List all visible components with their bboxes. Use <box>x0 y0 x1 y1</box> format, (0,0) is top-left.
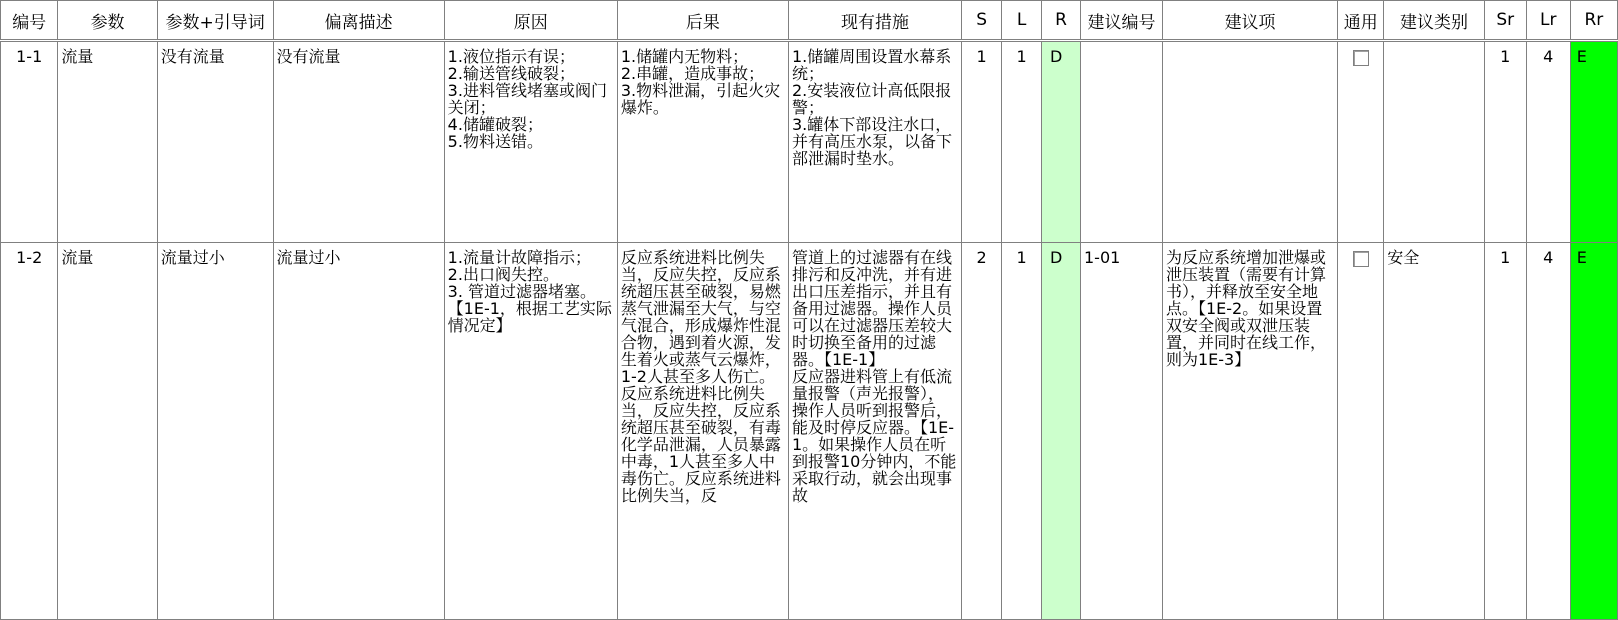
cell-lr[interactable]: 4 <box>1526 243 1570 620</box>
cell-lr[interactable]: 4 <box>1526 41 1570 243</box>
cell-rec-no[interactable] <box>1080 41 1162 243</box>
col-header-rr[interactable]: Rr <box>1570 1 1617 41</box>
cell-rr[interactable]: E <box>1570 243 1617 620</box>
cell-cause[interactable]: 1.液位指示有误； 2.输送管线破裂； 3.进料管线堵塞或阀门关闭； 4.储罐破裂； 5.物料送错。 <box>444 41 617 243</box>
col-header-l[interactable]: L <box>1002 1 1042 41</box>
cell-param-guide[interactable]: 流量过小 <box>157 243 273 620</box>
general-checkbox[interactable] <box>1353 251 1369 267</box>
col-header-cause[interactable]: 原因 <box>444 1 617 41</box>
cell-general <box>1338 243 1384 620</box>
col-header-rec-no[interactable]: 建议编号 <box>1080 1 1162 41</box>
cell-general <box>1338 41 1384 243</box>
cell-rec[interactable]: 为反应系统增加泄爆或泄压装置（需要有计算书），并释放至安全地点。【1E-2。如果设置双安全阀或双泄压装置，并同时在线工作，则为1E-3】 <box>1162 243 1337 620</box>
col-header-rec-type[interactable]: 建议类别 <box>1384 1 1484 41</box>
cell-rec-type[interactable]: 安全 <box>1384 243 1484 620</box>
cell-id[interactable]: 1-1 <box>1 41 58 243</box>
cell-measures[interactable]: 1.储罐周围设置水幕系统； 2.安装液位计高低限报警； 3.罐体下部设注水口，并有高压水泵，以备下部泄漏时垫水。 <box>788 41 961 243</box>
cell-deviation[interactable]: 没有流量 <box>273 41 444 243</box>
col-header-rec[interactable]: 建议项 <box>1162 1 1337 41</box>
cell-deviation[interactable]: 流量过小 <box>273 243 444 620</box>
cell-rec-no[interactable]: 1-01 <box>1080 243 1162 620</box>
col-header-deviation[interactable]: 偏离描述 <box>273 1 444 41</box>
col-header-r[interactable]: R <box>1042 1 1081 41</box>
col-header-s[interactable]: S <box>962 1 1002 41</box>
cell-l[interactable]: 1 <box>1002 41 1042 243</box>
cell-s[interactable]: 2 <box>962 243 1002 620</box>
cell-consequence[interactable]: 1.储罐内无物料； 2.串罐，造成事故； 3.物料泄漏，引起火灾爆炸。 <box>617 41 788 243</box>
cell-l[interactable]: 1 <box>1002 243 1042 620</box>
cell-id[interactable]: 1-2 <box>1 243 58 620</box>
table-row[interactable] <box>1 41 1618 243</box>
cell-param[interactable]: 流量 <box>58 243 157 620</box>
col-header-measures[interactable]: 现有措施 <box>788 1 961 41</box>
cell-measures[interactable]: 管道上的过滤器有在线排污和反冲洗，并有进出口压差指示，并且有备用过滤器。操作人员可以在过滤器压差较大时切换至备用的过滤器。【1E-1】 反应器进料管上有低流量报警（声光报警），操作人员听到报警后，能及时停反应器。【1E-1。如果操作人员在听到报警10分钟内，不能采取行动，就会出现事故 <box>788 243 961 620</box>
col-header-lr[interactable]: Lr <box>1526 1 1570 41</box>
cell-sr[interactable]: 1 <box>1484 41 1526 243</box>
table-row[interactable] <box>1 243 1618 620</box>
cell-s[interactable]: 1 <box>962 41 1002 243</box>
cell-r[interactable]: D <box>1042 41 1081 243</box>
col-header-general[interactable]: 通用 <box>1338 1 1384 41</box>
general-checkbox[interactable] <box>1353 50 1369 66</box>
cell-param[interactable]: 流量 <box>58 41 157 243</box>
header-row <box>1 1 1618 41</box>
cell-r[interactable]: D <box>1042 243 1081 620</box>
cell-rr[interactable]: E <box>1570 41 1617 243</box>
cell-param-guide[interactable]: 没有流量 <box>157 41 273 243</box>
cell-consequence[interactable]: 反应系统进料比例失当，反应失控，反应系统超压甚至破裂，易燃蒸气泄漏至大气，与空气混合，形成爆炸性混合物，遇到着火源，发生着火或蒸气云爆炸，1-2人甚至多人伤亡。反应系统进料比例失当，反应失控，反应系统超压甚至破裂，有毒化学品泄漏，人员暴露中毒，1人甚至多人中毒伤亡。反应系统进料比例失当，反 <box>617 243 788 620</box>
col-header-param[interactable]: 参数 <box>58 1 157 41</box>
col-header-sr[interactable]: Sr <box>1484 1 1526 41</box>
cell-rec-type[interactable] <box>1384 41 1484 243</box>
cell-rec[interactable] <box>1162 41 1337 243</box>
cell-cause[interactable]: 1.流量计故障指示； 2.出口阀失控。 3. 管道过滤器堵塞。【1E-1，根据工艺实际情况定】 <box>444 243 617 620</box>
col-header-consequence[interactable]: 后果 <box>617 1 788 41</box>
col-header-param-guide[interactable]: 参数+引导词 <box>157 1 273 41</box>
col-header-id[interactable]: 编号 <box>1 1 58 41</box>
cell-sr[interactable]: 1 <box>1484 243 1526 620</box>
